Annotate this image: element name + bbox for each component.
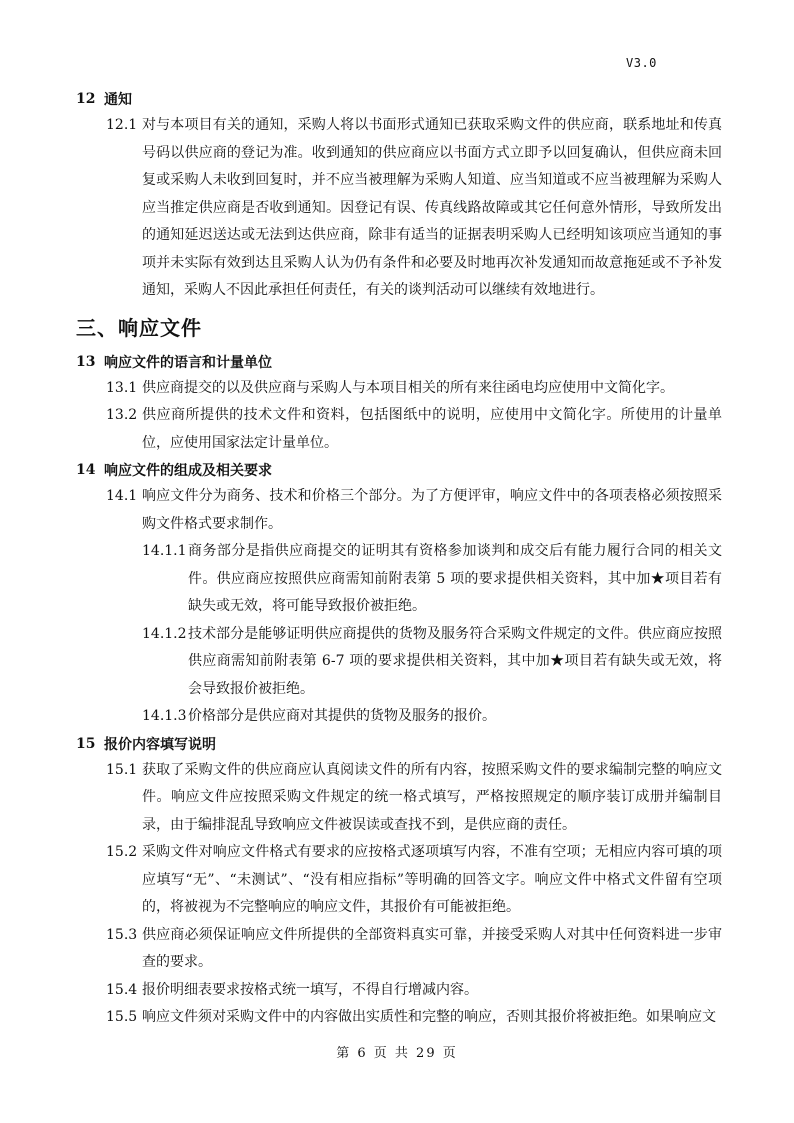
- clause-13-1: [0, 375, 794, 403]
- clause-number: 14.1.3: [142, 708, 187, 724]
- section-heading-13: [0, 349, 794, 375]
- clause-14-1: [0, 483, 794, 538]
- clause-text: 报价明细表要求按格式统一填写，不得自行增减内容。: [142, 981, 478, 998]
- clause-number: 14.1: [106, 488, 138, 504]
- section-number: 13: [76, 353, 96, 370]
- section-number: 14: [76, 462, 96, 478]
- clause-text: 对与本项目有关的通知，采购人将以书面形式通知已获取采购文件的供应商，联系地址和传真号码以供应商的登记为准。收到通知的供应商应以书面方式立即予以回复确认，但供应商未回复或采购人未收到回复时，并不应当被理解为采购人知道、应当知道或不应当被理解为采购人应当推定供应商是否收到通知。因登记有误、传真线路故障或其它任何意外情形，导致所发出的通知延迟送达或无法到达供应商，除非有适当的证据表明采购人已经明知该项应当通知的事项并未实际有效到达且采购人认为仍有条件和必要及时地再次补发通知而故意拖延或不予补发通知，采购人不因此承担任何责任，有关的谈判活动可以继续有效地进行。: [142, 117, 722, 298]
- version-label: V3.0: [626, 56, 657, 70]
- clause-number: 14.1.1: [142, 543, 187, 559]
- clause-text: 响应文件须对采购文件中的内容做出实质性和完整的响应，否则其报价将被拒绝。如果响应文: [142, 1009, 716, 1025]
- clause-number: 15.5: [106, 1009, 138, 1025]
- clause-text: 价格部分是供应商对其提供的货物及服务的报价。: [188, 708, 496, 724]
- clause-text: 供应商所提供的技术文件和资料，包括图纸中的说明，应使用中文简化字。所使用的计量单位，应使用国家法定计量单位。: [142, 407, 722, 451]
- clause-number: 15.4: [106, 981, 138, 998]
- clause-text: 获取了采购文件的供应商应认真阅读文件的所有内容，按照采购文件的要求编制完整的响应文件。响应文件应按照采购文件规定的统一格式填写，严格按照规定的顺序装订成册并编制目录，由于编排混乱导致响应文件被误读或查找不到，是供应商的责任。: [142, 761, 722, 833]
- chapter-title: 三、响应文件: [76, 316, 202, 340]
- clause-14-1-2: [0, 621, 794, 704]
- clause-15-5: [0, 1004, 794, 1032]
- clause-text: 技术部分是能够证明供应商提供的货物及服务符合采购文件规定的文件。供应商应按照供应商需知前附表第 6-7 项的要求提供相关资料，其中加★项目若有缺失或无效，将会导致报价被拒绝。: [188, 625, 722, 697]
- clause-number: 13.1: [106, 379, 138, 396]
- section-heading-12: [0, 86, 794, 112]
- document-body: [0, 86, 794, 1032]
- clause-13-2: [0, 402, 794, 457]
- clause-15-3: [0, 922, 794, 977]
- page-footer: 第 6 页 共 29 页: [336, 1046, 458, 1061]
- section-title: 报价内容填写说明: [104, 736, 216, 753]
- section-title: 响应文件的组成及相关要求: [104, 463, 272, 479]
- clause-text: 供应商提交的以及供应商与采购人与本项目相关的所有来往函电均应使用中文简化字。: [142, 379, 674, 396]
- clause-text: 响应文件分为商务、技术和价格三个部分。为了方便评审，响应文件中的各项表格必须按照采购文件格式要求制作。: [142, 488, 722, 532]
- clause-14-1-3: [0, 703, 794, 731]
- section-title: 通知: [104, 92, 132, 108]
- section-title: 响应文件的语言和计量单位: [104, 354, 272, 371]
- clause-text: 供应商必须保证响应文件所提供的全部资料真实可靠，并接受采购人对其中任何资料进一步审查的要求。: [142, 926, 722, 970]
- clause-text: 商务部分是指供应商提交的证明其有资格参加谈判和成交后有能力履行合同的相关文件。供应商应按照供应商需知前附表第 5 项的要求提供相关资料，其中加★项目若有缺失或无效，将可能导致报价被拒绝。: [188, 543, 722, 614]
- clause-14-1-1: [0, 538, 794, 621]
- section-heading-15: [0, 731, 794, 757]
- section-heading-14: [0, 457, 794, 483]
- section-number: 15: [76, 735, 96, 752]
- clause-number: 12.1: [106, 117, 138, 133]
- clause-number: 15.2: [106, 844, 138, 860]
- clause-number: 13.2: [106, 407, 138, 423]
- section-number: 12: [76, 91, 96, 107]
- clause-number: 15.1: [106, 761, 138, 778]
- clause-15-2: [0, 839, 794, 922]
- clause-12-1: [0, 112, 794, 305]
- clause-text: 采购文件对响应文件格式有要求的应按格式逐项填写内容，不准有空项；无相应内容可填的项应填写“无”、“未测试”、“没有相应指标”等明确的回答文字。响应文件中格式文件留有空项的，将被视为不完整响应的响应文件，其报价有可能被拒绝。: [142, 844, 722, 915]
- clause-number: 14.1.2: [142, 625, 187, 642]
- chapter-heading: [0, 305, 794, 349]
- clause-15-4: [0, 977, 794, 1005]
- clause-15-1: [0, 757, 794, 840]
- clause-number: 15.3: [106, 926, 138, 943]
